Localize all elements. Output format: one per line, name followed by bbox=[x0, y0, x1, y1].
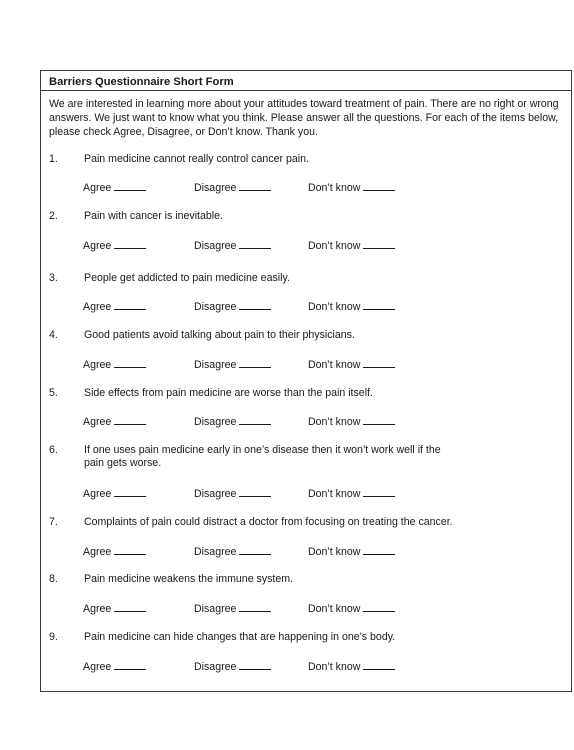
agree-label: Agree bbox=[83, 301, 112, 313]
dont-know-blank[interactable] bbox=[363, 545, 395, 555]
disagree-label: Disagree bbox=[194, 416, 237, 428]
disagree-blank[interactable] bbox=[239, 239, 271, 249]
question-text: Pain medicine weakens the immune system. bbox=[84, 573, 294, 585]
dont-know-blank[interactable] bbox=[363, 660, 395, 670]
disagree-blank[interactable] bbox=[239, 660, 271, 670]
disagree-label: Disagree bbox=[194, 488, 237, 500]
dont-know-label: Don’t know bbox=[308, 301, 361, 313]
agree-blank[interactable] bbox=[114, 487, 146, 497]
disagree-blank[interactable] bbox=[239, 487, 271, 497]
question-text: If one uses pain medicine early in one’s disease then it won’t work well if the pain gets worse. bbox=[84, 444, 441, 469]
disagree-blank[interactable] bbox=[239, 300, 271, 310]
question-text: Pain medicine cannot really control cancer pain. bbox=[84, 153, 309, 165]
disagree-option[interactable] bbox=[194, 300, 271, 314]
agree-label: Agree bbox=[83, 240, 112, 252]
disagree-option[interactable] bbox=[194, 358, 271, 372]
title-divider bbox=[41, 90, 571, 91]
agree-option[interactable] bbox=[83, 660, 146, 674]
dont-know-option[interactable] bbox=[308, 602, 395, 616]
agree-blank[interactable] bbox=[114, 660, 146, 670]
dont-know-label: Don’t know bbox=[308, 416, 361, 428]
disagree-option[interactable] bbox=[194, 602, 271, 616]
question-text: Side effects from pain medicine are worse than the pain itself. bbox=[84, 387, 373, 399]
dont-know-label: Don’t know bbox=[308, 488, 361, 500]
agree-option[interactable] bbox=[83, 487, 146, 501]
disagree-label: Disagree bbox=[194, 661, 237, 673]
disagree-option[interactable] bbox=[194, 181, 271, 195]
disagree-option[interactable] bbox=[194, 487, 271, 501]
intro-text: We are interested in learning more about your attitudes toward treatment of pain. There are no right or wrong answers. We just want to know what you think. Please answer all the questions. For each of the items below, please check Agree, Disagree, or Don’t know. Thank you. bbox=[49, 98, 559, 138]
dont-know-option[interactable] bbox=[308, 300, 395, 314]
agree-option[interactable] bbox=[83, 602, 146, 616]
question-number: 5. bbox=[49, 387, 58, 399]
questionnaire-form bbox=[40, 70, 572, 692]
question-number: 1. bbox=[49, 153, 58, 165]
question-text: Complaints of pain could distract a doctor from focusing on treating the cancer. bbox=[84, 516, 453, 528]
dont-know-blank[interactable] bbox=[363, 602, 395, 612]
disagree-label: Disagree bbox=[194, 182, 237, 194]
disagree-label: Disagree bbox=[194, 603, 237, 615]
dont-know-option[interactable] bbox=[308, 358, 395, 372]
agree-blank[interactable] bbox=[114, 239, 146, 249]
dont-know-blank[interactable] bbox=[363, 181, 395, 191]
agree-label: Agree bbox=[83, 359, 112, 371]
question-text: Pain medicine can hide changes that are happening in one’s body. bbox=[84, 631, 396, 643]
dont-know-blank[interactable] bbox=[363, 487, 395, 497]
question-number: 7. bbox=[49, 516, 58, 528]
dont-know-label: Don’t know bbox=[308, 661, 361, 673]
question-number: 6. bbox=[49, 444, 58, 456]
agree-label: Agree bbox=[83, 488, 112, 500]
agree-label: Agree bbox=[83, 546, 112, 558]
agree-option[interactable] bbox=[83, 181, 146, 195]
question-number: 3. bbox=[49, 272, 58, 284]
agree-blank[interactable] bbox=[114, 300, 146, 310]
agree-label: Agree bbox=[83, 416, 112, 428]
question-text: Good patients avoid talking about pain to their physicians. bbox=[84, 329, 355, 341]
dont-know-blank[interactable] bbox=[363, 358, 395, 368]
disagree-blank[interactable] bbox=[239, 358, 271, 368]
question-number: 2. bbox=[49, 210, 58, 222]
question-number: 4. bbox=[49, 329, 58, 341]
disagree-option[interactable] bbox=[194, 660, 271, 674]
agree-label: Agree bbox=[83, 661, 112, 673]
agree-option[interactable] bbox=[83, 415, 146, 429]
dont-know-option[interactable] bbox=[308, 415, 395, 429]
agree-label: Agree bbox=[83, 603, 112, 615]
disagree-label: Disagree bbox=[194, 359, 237, 371]
agree-option[interactable] bbox=[83, 545, 146, 559]
dont-know-option[interactable] bbox=[308, 487, 395, 501]
agree-option[interactable] bbox=[83, 300, 146, 314]
question-text: Pain with cancer is inevitable. bbox=[84, 210, 223, 222]
agree-option[interactable] bbox=[83, 358, 146, 372]
dont-know-label: Don’t know bbox=[308, 182, 361, 194]
agree-label: Agree bbox=[83, 182, 112, 194]
agree-option[interactable] bbox=[83, 239, 146, 253]
dont-know-blank[interactable] bbox=[363, 239, 395, 249]
disagree-label: Disagree bbox=[194, 301, 237, 313]
dont-know-blank[interactable] bbox=[363, 300, 395, 310]
question-number: 8. bbox=[49, 573, 58, 585]
dont-know-label: Don’t know bbox=[308, 359, 361, 371]
dont-know-option[interactable] bbox=[308, 239, 395, 253]
form-title: Barriers Questionnaire Short Form bbox=[49, 76, 234, 88]
disagree-option[interactable] bbox=[194, 415, 271, 429]
question-text: People get addicted to pain medicine easily. bbox=[84, 272, 290, 284]
disagree-option[interactable] bbox=[194, 545, 271, 559]
disagree-label: Disagree bbox=[194, 546, 237, 558]
dont-know-option[interactable] bbox=[308, 545, 395, 559]
dont-know-option[interactable] bbox=[308, 660, 395, 674]
dont-know-option[interactable] bbox=[308, 181, 395, 195]
disagree-blank[interactable] bbox=[239, 545, 271, 555]
disagree-label: Disagree bbox=[194, 240, 237, 252]
disagree-option[interactable] bbox=[194, 239, 271, 253]
question-number: 9. bbox=[49, 631, 58, 643]
agree-blank[interactable] bbox=[114, 415, 146, 425]
disagree-blank[interactable] bbox=[239, 415, 271, 425]
dont-know-blank[interactable] bbox=[363, 415, 395, 425]
agree-blank[interactable] bbox=[114, 181, 146, 191]
dont-know-label: Don’t know bbox=[308, 240, 361, 252]
agree-blank[interactable] bbox=[114, 602, 146, 612]
agree-blank[interactable] bbox=[114, 358, 146, 368]
disagree-blank[interactable] bbox=[239, 602, 271, 612]
dont-know-label: Don’t know bbox=[308, 603, 361, 615]
dont-know-label: Don’t know bbox=[308, 546, 361, 558]
disagree-blank[interactable] bbox=[239, 181, 271, 191]
agree-blank[interactable] bbox=[114, 545, 146, 555]
